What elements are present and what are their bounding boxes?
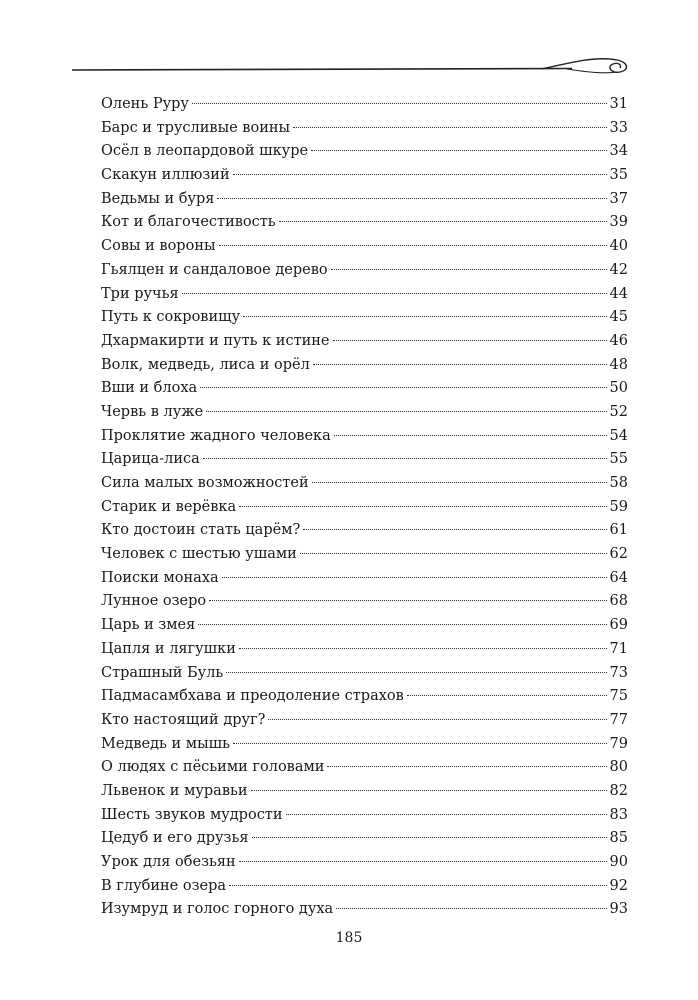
toc-entry[interactable] bbox=[101, 164, 628, 188]
toc-entry-title: Человек с шестью ушами bbox=[101, 546, 297, 563]
toc-dot-leader bbox=[327, 766, 606, 767]
toc-dot-leader bbox=[303, 529, 606, 530]
toc-entry[interactable] bbox=[101, 519, 628, 543]
toc-dot-leader bbox=[293, 127, 606, 128]
toc-entry[interactable] bbox=[101, 354, 628, 378]
toc-entry-page: 92 bbox=[609, 877, 628, 894]
toc-entry-page: 79 bbox=[609, 735, 628, 752]
toc-entry-title: Поиски монаха bbox=[101, 569, 219, 586]
toc-dot-leader bbox=[209, 600, 606, 601]
toc-entry-title: Шесть звуков мудрости bbox=[101, 806, 283, 823]
toc-entry-page: 34 bbox=[609, 143, 628, 160]
toc-entry[interactable] bbox=[101, 851, 628, 875]
toc-entry-page: 82 bbox=[609, 782, 628, 799]
toc-entry-page: 59 bbox=[609, 498, 628, 515]
toc-entry-title: Цапля и лягушки bbox=[101, 640, 236, 657]
toc-entry[interactable] bbox=[101, 377, 628, 401]
toc-entry-page: 75 bbox=[609, 688, 628, 705]
toc-dot-leader bbox=[222, 577, 607, 578]
table-of-contents bbox=[101, 93, 628, 922]
toc-entry-title: Олень Руру bbox=[101, 96, 189, 112]
toc-entry-title: Изумруд и голос горного духа bbox=[101, 901, 334, 918]
toc-entry-page: 44 bbox=[609, 285, 628, 302]
toc-entry-page: 50 bbox=[609, 380, 628, 397]
toc-entry[interactable] bbox=[101, 140, 628, 164]
toc-entry-page: 54 bbox=[609, 427, 628, 444]
toc-entry[interactable] bbox=[101, 733, 628, 757]
toc-dot-leader bbox=[217, 198, 606, 199]
toc-entry-title: Совы и вороны bbox=[101, 238, 216, 255]
toc-dot-leader bbox=[239, 506, 606, 507]
toc-dot-leader bbox=[219, 245, 607, 246]
toc-dot-leader bbox=[200, 387, 606, 388]
toc-dot-leader bbox=[268, 719, 606, 720]
toc-entry[interactable] bbox=[101, 590, 628, 614]
toc-dot-leader bbox=[243, 316, 606, 317]
toc-dot-leader bbox=[311, 150, 606, 151]
toc-dot-leader bbox=[233, 174, 607, 175]
toc-entry[interactable] bbox=[101, 567, 628, 591]
toc-entry-page: 80 bbox=[609, 759, 628, 776]
toc-entry-title: Кот и благочестивость bbox=[101, 214, 276, 231]
toc-entry-title: Цедуб и его друзья bbox=[101, 830, 249, 847]
toc-entry[interactable] bbox=[101, 543, 628, 567]
toc-entry-title: Вши и блоха bbox=[101, 380, 198, 397]
toc-entry-title: Осёл в леопардовой шкуре bbox=[101, 143, 309, 160]
toc-entry-title: Барс и трусливые воины bbox=[101, 119, 291, 136]
toc-dot-leader bbox=[312, 482, 607, 483]
toc-dot-leader bbox=[286, 814, 607, 815]
toc-entry-page: 58 bbox=[609, 475, 628, 491]
toc-entry-page: 33 bbox=[609, 119, 628, 136]
toc-dot-leader bbox=[233, 743, 607, 744]
toc-entry-page: 71 bbox=[609, 640, 628, 657]
toc-entry-title: Кто настоящий друг? bbox=[101, 711, 266, 728]
toc-entry[interactable] bbox=[101, 188, 628, 212]
toc-entry-title: Урок для обезьян bbox=[101, 854, 236, 870]
toc-entry[interactable] bbox=[101, 614, 628, 638]
toc-entry-page: 62 bbox=[609, 546, 628, 563]
toc-entry-title: Три ручья bbox=[101, 285, 179, 302]
toc-entry-page: 45 bbox=[609, 309, 628, 326]
toc-entry-title: О людях с пёсьими головами bbox=[101, 759, 325, 776]
toc-entry-title: Медведь и мышь bbox=[101, 735, 230, 752]
toc-entry[interactable] bbox=[101, 756, 628, 780]
toc-dot-leader bbox=[192, 103, 607, 104]
toc-entry-title: Старик и верёвка bbox=[101, 498, 237, 515]
toc-dot-leader bbox=[251, 790, 607, 791]
toc-entry-page: 85 bbox=[609, 830, 628, 847]
toc-entry[interactable] bbox=[101, 827, 628, 851]
toc-entry-title: Кто достоин стать царём? bbox=[101, 522, 301, 539]
toc-entry[interactable] bbox=[101, 425, 628, 449]
toc-dot-leader bbox=[182, 293, 607, 294]
toc-entry[interactable] bbox=[101, 709, 628, 733]
toc-entry-page: 46 bbox=[609, 332, 628, 349]
toc-entry-page: 69 bbox=[609, 617, 628, 634]
toc-entry-page: 77 bbox=[609, 711, 628, 728]
toc-dot-leader bbox=[300, 553, 607, 554]
toc-dot-leader bbox=[333, 340, 607, 341]
toc-entry[interactable] bbox=[101, 448, 628, 472]
toc-entry-title: Страшный Буль bbox=[101, 664, 224, 681]
toc-entry[interactable] bbox=[101, 875, 628, 899]
toc-dot-leader bbox=[331, 269, 607, 270]
toc-entry-page: 37 bbox=[609, 190, 628, 207]
toc-entry-title: Сила малых возможностей bbox=[101, 475, 309, 491]
toc-dot-leader bbox=[239, 648, 607, 649]
toc-entry[interactable] bbox=[101, 472, 628, 496]
page-number: 185 bbox=[335, 930, 363, 946]
toc-entry-title: Скакун иллюзий bbox=[101, 167, 230, 184]
toc-dot-leader bbox=[229, 885, 607, 886]
toc-dot-leader bbox=[313, 364, 607, 365]
toc-entry-title: В глубине озера bbox=[101, 877, 226, 894]
toc-entry-title: Лунное озеро bbox=[101, 593, 207, 610]
toc-dot-leader bbox=[239, 861, 607, 862]
toc-entry-page: 39 bbox=[609, 214, 628, 231]
header-ornament-rule bbox=[72, 52, 632, 82]
toc-entry[interactable] bbox=[101, 401, 628, 425]
toc-entry[interactable] bbox=[101, 259, 628, 283]
toc-entry-page: 31 bbox=[609, 96, 628, 112]
toc-entry-page: 90 bbox=[609, 854, 628, 870]
toc-entry-page: 64 bbox=[609, 569, 628, 586]
toc-dot-leader bbox=[279, 221, 607, 222]
toc-entry-page: 52 bbox=[609, 403, 628, 420]
toc-dot-leader bbox=[407, 695, 607, 696]
toc-entry[interactable] bbox=[101, 638, 628, 662]
toc-entry[interactable] bbox=[101, 330, 628, 354]
toc-entry-page: 93 bbox=[609, 901, 628, 918]
toc-entry[interactable] bbox=[101, 804, 628, 828]
toc-entry-page: 83 bbox=[609, 806, 628, 823]
toc-entry[interactable] bbox=[101, 235, 628, 259]
toc-entry[interactable] bbox=[101, 283, 628, 307]
toc-entry-title: Проклятие жадного человека bbox=[101, 427, 331, 444]
toc-dot-leader bbox=[252, 837, 607, 838]
toc-entry-page: 73 bbox=[609, 664, 628, 681]
toc-entry-title: Гьялцен и сандаловое дерево bbox=[101, 261, 328, 278]
toc-entry-title: Падмасамбхава и преодоление страхов bbox=[101, 688, 404, 705]
toc-entry-page: 61 bbox=[609, 522, 628, 539]
toc-entry-page: 68 bbox=[609, 593, 628, 610]
toc-entry[interactable] bbox=[101, 211, 628, 235]
toc-entry-page: 55 bbox=[609, 451, 628, 468]
toc-entry[interactable] bbox=[101, 117, 628, 141]
toc-entry-page: 48 bbox=[609, 356, 628, 373]
toc-entry[interactable] bbox=[101, 685, 628, 709]
toc-dot-leader bbox=[206, 411, 606, 412]
toc-dot-leader bbox=[198, 624, 606, 625]
toc-dot-leader bbox=[203, 458, 607, 459]
toc-dot-leader bbox=[226, 672, 606, 673]
toc-entry-title: Волк, медведь, лиса и орёл bbox=[101, 356, 310, 373]
toc-entry[interactable] bbox=[101, 496, 628, 520]
toc-dot-leader bbox=[336, 908, 606, 909]
toc-entry-page: 42 bbox=[609, 261, 628, 278]
toc-entry[interactable] bbox=[101, 93, 628, 117]
toc-entry-title: Царь и змея bbox=[101, 617, 196, 634]
toc-entry-page: 40 bbox=[609, 238, 628, 255]
toc-entry-page: 35 bbox=[609, 167, 628, 184]
toc-entry-title: Царица-лиса bbox=[101, 451, 200, 468]
toc-entry-title: Путь к сокровищу bbox=[101, 309, 241, 326]
toc-dot-leader bbox=[334, 435, 607, 436]
toc-entry-title: Ведьмы и буря bbox=[101, 190, 215, 207]
toc-entry[interactable] bbox=[101, 306, 628, 330]
toc-entry-title: Червь в луже bbox=[101, 403, 204, 420]
toc-entry-title: Львенок и муравьи bbox=[101, 782, 248, 799]
toc-entry[interactable] bbox=[101, 780, 628, 804]
toc-entry[interactable] bbox=[101, 662, 628, 686]
toc-entry[interactable] bbox=[101, 898, 628, 922]
toc-entry-title: Дхармакирти и путь к истине bbox=[101, 332, 330, 349]
